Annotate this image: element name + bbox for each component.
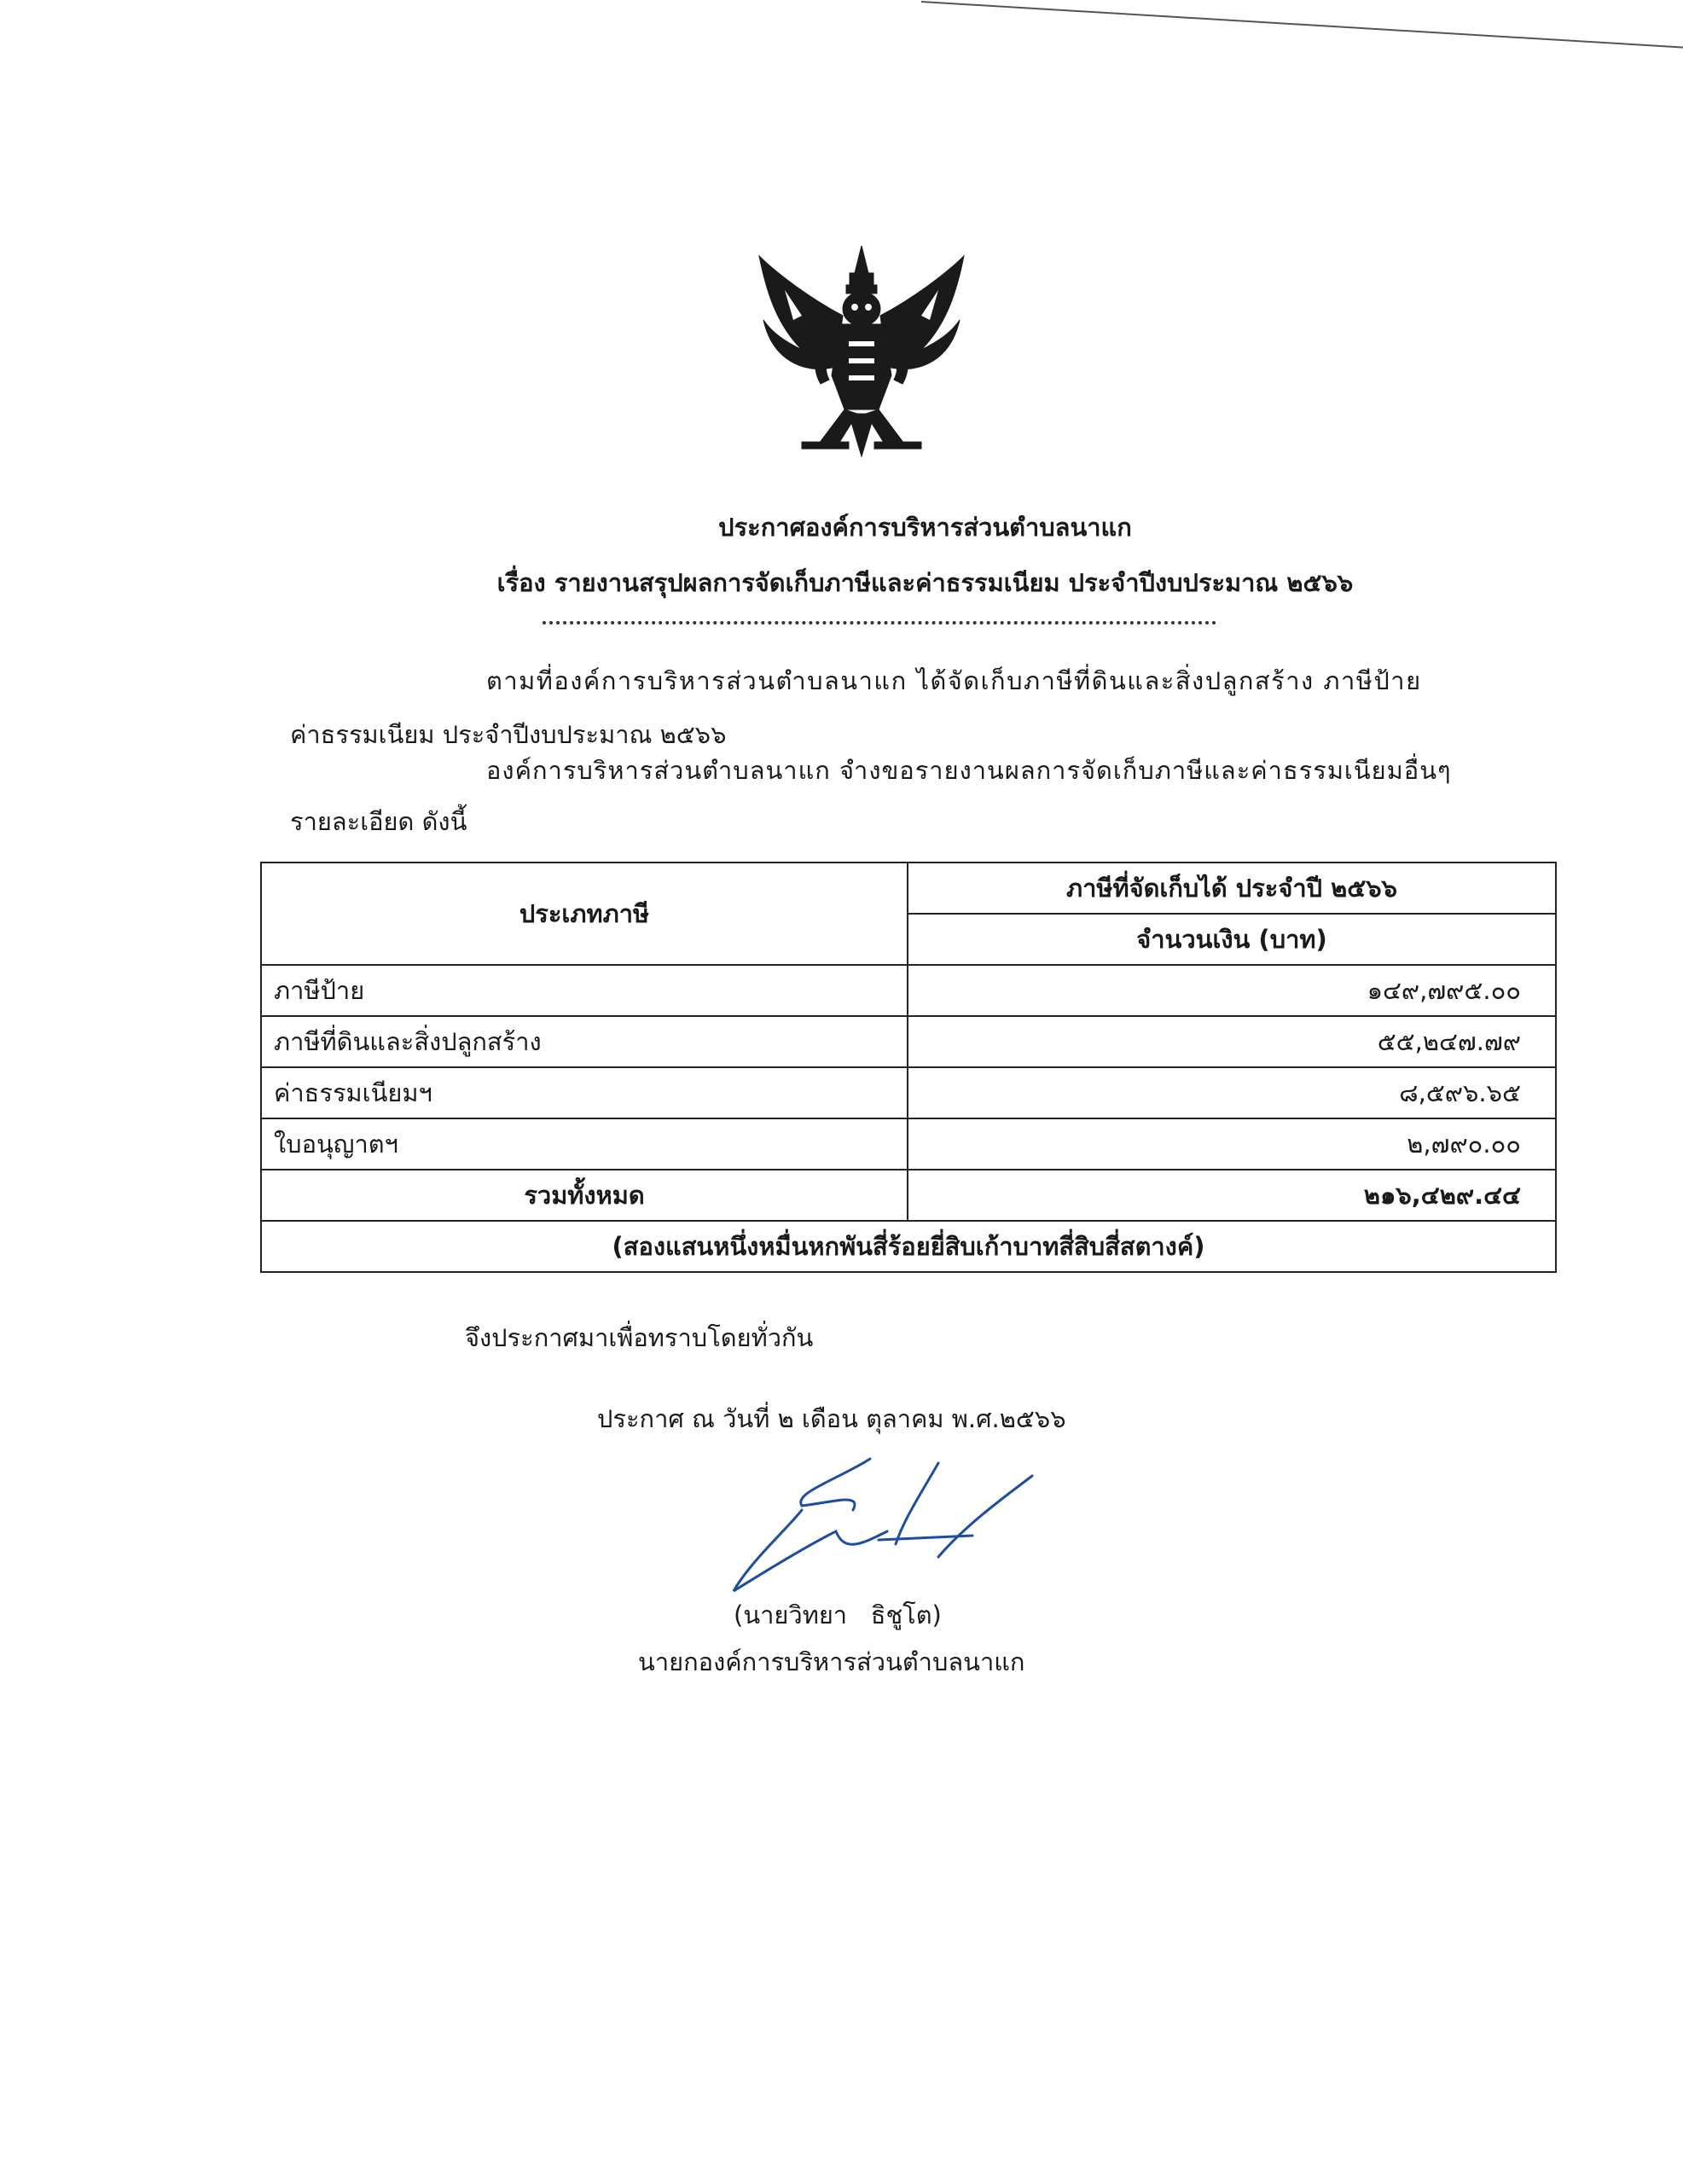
garuda-emblem-icon bbox=[751, 239, 972, 461]
row-tax-type: ใบอนุญาตฯ bbox=[261, 1118, 908, 1170]
announcement-date: ประกาศ ณ วันที่ ๒ เดือน ตุลาคม พ.ศ.๒๕๖๖ bbox=[597, 1404, 1066, 1433]
dotted-divider bbox=[543, 613, 1216, 624]
tax-collection-table bbox=[260, 862, 1557, 1273]
table-row bbox=[261, 1067, 1556, 1118]
table-row bbox=[261, 1016, 1556, 1067]
row-tax-type: ภาษีป้าย bbox=[261, 965, 908, 1016]
row-amount: ๕๕,๒๔๗.๗๙ bbox=[908, 1016, 1556, 1067]
row-amount: ๑๔๙,๗๙๕.๐๐ bbox=[908, 965, 1556, 1016]
table-row bbox=[261, 965, 1556, 1016]
announcement-subject: เรื่อง รายงานสรุปผลการจัดเก็บภาษีและค่าธรรมเนียม ประจำปีงบประมาณ ๒๕๖๖ bbox=[496, 568, 1354, 597]
paragraph-1-line-2: ค่าธรรมเนียม ประจำปีงบประมาณ ๒๕๖๖ bbox=[290, 720, 727, 749]
paragraph-2-line-1: องค์การบริหารส่วนตำบลนาแก จำงขอรายงานผลการจัดเก็บภาษีและค่าธรรมเนียมอื่นๆ bbox=[486, 756, 1452, 785]
row-amount: ๘,๕๙๖.๖๕ bbox=[908, 1067, 1556, 1118]
total-amount: ๒๑๖,๔๒๙.๔๔ bbox=[908, 1170, 1556, 1221]
announcement-title: ประกาศองค์การบริหารส่วนตำบลนาแก bbox=[718, 513, 1132, 542]
total-label: รวมทั้งหมด bbox=[261, 1170, 908, 1221]
table-total-row bbox=[261, 1170, 1556, 1221]
scan-edge-line bbox=[921, 0, 1683, 51]
row-tax-type: ค่าธรรมเนียมฯ bbox=[261, 1067, 908, 1118]
signer-position: นายกองค์การบริหารส่วนตำบลนาแก bbox=[638, 1647, 1025, 1676]
paragraph-2-line-2: รายละเอียด ดังนี้ bbox=[290, 807, 467, 836]
table-words-row bbox=[261, 1221, 1556, 1272]
header-tax-type: ประเภทภาษี bbox=[261, 863, 908, 965]
header-collected: ภาษีที่จัดเก็บได้ ประจำปี ๒๕๖๖ bbox=[908, 863, 1556, 914]
total-in-words: (สองแสนหนึ่งหมื่นหกพันสี่ร้อยยี่สิบเก้าบาทสี่สิบสี่สตางค์) bbox=[261, 1221, 1556, 1272]
table-row bbox=[261, 1118, 1556, 1170]
row-tax-type: ภาษีที่ดินและสิ่งปลูกสร้าง bbox=[261, 1016, 908, 1067]
closing-statement: จึงประกาศมาเพื่อทราบโดยทั่วกัน bbox=[465, 1323, 814, 1352]
handwritten-signature bbox=[717, 1450, 1049, 1604]
signer-name: (นายวิทยา ธิชูโต) bbox=[734, 1600, 942, 1629]
row-amount: ๒,๗๙๐.๐๐ bbox=[908, 1118, 1556, 1170]
paragraph-1-line-1: ตามที่องค์การบริหารส่วนตำบลนาแก ได้จัดเก็บภาษีที่ดินและสิ่งปลูกสร้าง ภาษีป้าย bbox=[486, 666, 1422, 695]
header-amount: จำนวนเงิน (บาท) bbox=[908, 914, 1556, 965]
table-header-row bbox=[261, 863, 1556, 914]
